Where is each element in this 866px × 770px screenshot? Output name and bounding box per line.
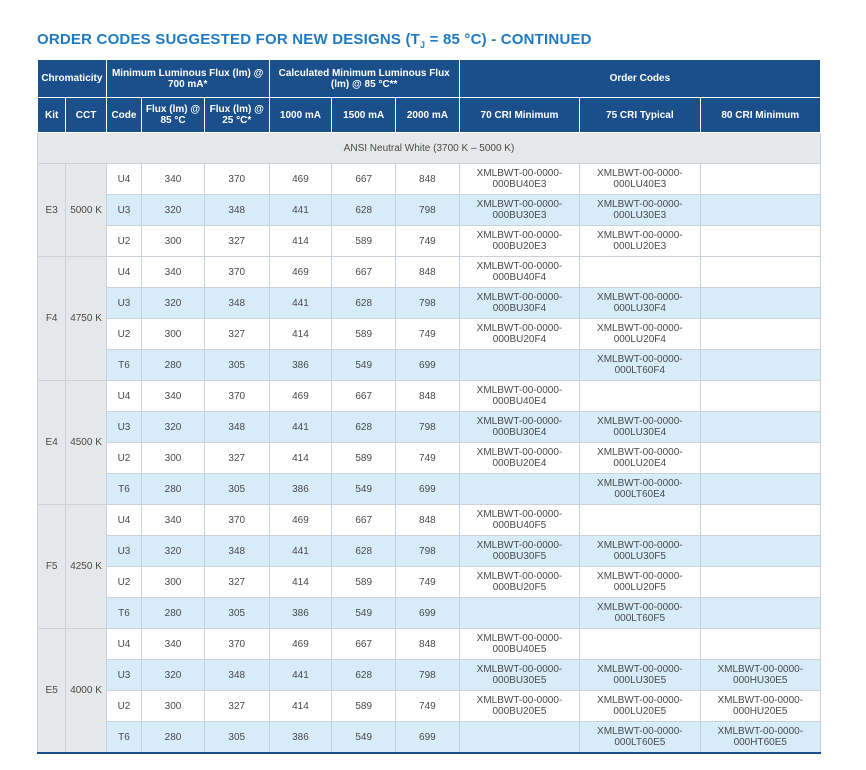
flux-25-cell: 370 [204, 164, 269, 195]
flux-85-cell: 340 [142, 164, 205, 195]
flux-25-cell: 348 [204, 412, 269, 443]
order-code-75cri-cell [580, 505, 700, 536]
flux-2000ma-cell: 699 [396, 474, 460, 505]
flux-25-cell: 370 [204, 381, 269, 412]
table-row [38, 443, 821, 474]
code-cell: U2 [106, 226, 141, 257]
code-cell: U3 [106, 288, 141, 319]
order-code-70cri-cell: XMLBWT-00-0000- 000BU20E3 [459, 226, 579, 257]
table-row [38, 164, 821, 195]
code-cell: U2 [106, 691, 141, 722]
flux-25-cell: 327 [204, 319, 269, 350]
flux-25-cell: 370 [204, 257, 269, 288]
header-cri-80: 80 CRI Minimum [700, 98, 820, 133]
flux-1000ma-cell: 414 [269, 443, 332, 474]
order-code-70cri-cell [459, 350, 579, 381]
order-code-80cri-cell [700, 164, 820, 195]
flux-2000ma-cell: 749 [396, 443, 460, 474]
table-row [38, 319, 821, 350]
order-code-80cri-cell [700, 195, 820, 226]
flux-85-cell: 300 [142, 319, 205, 350]
code-cell: T6 [106, 598, 141, 629]
table-row [38, 629, 821, 660]
table-row [38, 691, 821, 722]
header-1000ma: 1000 mA [269, 98, 332, 133]
flux-25-cell: 348 [204, 536, 269, 567]
flux-2000ma-cell: 848 [396, 164, 460, 195]
table-row [38, 226, 821, 257]
order-code-75cri-cell: XMLBWT-00-0000- 000LT60F5 [580, 598, 700, 629]
order-code-70cri-cell: XMLBWT-00-0000- 000BU40E4 [459, 381, 579, 412]
flux-2000ma-cell: 848 [396, 257, 460, 288]
flux-1000ma-cell: 441 [269, 288, 332, 319]
flux-1000ma-cell: 469 [269, 257, 332, 288]
order-code-80cri-cell [700, 629, 820, 660]
flux-25-cell: 327 [204, 443, 269, 474]
flux-1500ma-cell: 667 [332, 164, 396, 195]
flux-85-cell: 280 [142, 722, 205, 754]
header-cct: CCT [66, 98, 106, 133]
table-row [38, 660, 821, 691]
flux-25-cell: 370 [204, 505, 269, 536]
order-code-75cri-cell: XMLBWT-00-0000- 000LU30E4 [580, 412, 700, 443]
flux-1500ma-cell: 667 [332, 257, 396, 288]
header-flux-25: Flux (lm) @ 25 °C* [204, 98, 269, 133]
flux-85-cell: 280 [142, 474, 205, 505]
flux-1500ma-cell: 589 [332, 319, 396, 350]
order-code-75cri-cell: XMLBWT-00-0000- 000LU20E5 [580, 691, 700, 722]
flux-2000ma-cell: 798 [396, 195, 460, 226]
cct-cell: 4250 K [66, 505, 106, 629]
flux-1500ma-cell: 589 [332, 443, 396, 474]
flux-1000ma-cell: 469 [269, 381, 332, 412]
flux-2000ma-cell: 699 [396, 350, 460, 381]
order-code-75cri-cell: XMLBWT-00-0000- 000LT60E4 [580, 474, 700, 505]
flux-2000ma-cell: 798 [396, 288, 460, 319]
order-code-80cri-cell [700, 536, 820, 567]
code-cell: U4 [106, 257, 141, 288]
flux-1000ma-cell: 469 [269, 164, 332, 195]
cct-cell: 4750 K [66, 257, 106, 381]
flux-2000ma-cell: 798 [396, 412, 460, 443]
flux-1000ma-cell: 414 [269, 567, 332, 598]
flux-1500ma-cell: 549 [332, 350, 396, 381]
order-code-80cri-cell [700, 350, 820, 381]
order-code-75cri-cell: XMLBWT-00-0000- 000LU20E3 [580, 226, 700, 257]
table-row [38, 722, 821, 754]
title-tail: = 85 °C) - CONTINUED [425, 31, 592, 48]
flux-2000ma-cell: 749 [396, 319, 460, 350]
order-code-75cri-cell [580, 629, 700, 660]
header-order-codes: Order Codes [459, 60, 820, 98]
order-code-75cri-cell: XMLBWT-00-0000- 000LU20F5 [580, 567, 700, 598]
flux-25-cell: 348 [204, 195, 269, 226]
table-row [38, 505, 821, 536]
band-row: ANSI Neutral White (3700 K – 5000 K) [38, 133, 821, 164]
order-code-75cri-cell: XMLBWT-00-0000- 000LU30F4 [580, 288, 700, 319]
code-cell: U3 [106, 660, 141, 691]
code-cell: T6 [106, 474, 141, 505]
kit-cell: E3 [38, 164, 66, 257]
table-row [38, 195, 821, 226]
flux-85-cell: 300 [142, 567, 205, 598]
order-code-70cri-cell: XMLBWT-00-0000- 000BU30E4 [459, 412, 579, 443]
flux-1500ma-cell: 549 [332, 474, 396, 505]
code-cell: U4 [106, 629, 141, 660]
header-calc-flux: Calculated Minimum Luminous Flux (lm) @ 85 °C** [269, 60, 459, 98]
order-code-80cri-cell [700, 598, 820, 629]
flux-1500ma-cell: 667 [332, 629, 396, 660]
header-1500ma: 1500 mA [332, 98, 396, 133]
flux-85-cell: 320 [142, 536, 205, 567]
title-subscript: J [420, 40, 426, 50]
flux-1500ma-cell: 589 [332, 226, 396, 257]
flux-2000ma-cell: 699 [396, 722, 460, 754]
table-body [38, 133, 821, 754]
order-code-80cri-cell [700, 567, 820, 598]
flux-1000ma-cell: 469 [269, 629, 332, 660]
header-min-flux: Minimum Luminous Flux (lm) @ 700 mA* [106, 60, 269, 98]
flux-85-cell: 320 [142, 660, 205, 691]
order-code-70cri-cell: XMLBWT-00-0000- 000BU20F4 [459, 319, 579, 350]
order-code-80cri-cell [700, 257, 820, 288]
header-cri-70: 70 CRI Minimum [459, 98, 579, 133]
flux-2000ma-cell: 848 [396, 505, 460, 536]
code-cell: U3 [106, 195, 141, 226]
table-row [38, 536, 821, 567]
flux-25-cell: 327 [204, 226, 269, 257]
flux-2000ma-cell: 798 [396, 660, 460, 691]
table-row [38, 412, 821, 443]
flux-25-cell: 348 [204, 660, 269, 691]
code-cell: U3 [106, 536, 141, 567]
flux-85-cell: 300 [142, 226, 205, 257]
flux-1500ma-cell: 549 [332, 722, 396, 754]
order-code-80cri-cell [700, 381, 820, 412]
flux-1000ma-cell: 386 [269, 722, 332, 754]
order-code-70cri-cell: XMLBWT-00-0000- 000BU40E3 [459, 164, 579, 195]
flux-1500ma-cell: 667 [332, 505, 396, 536]
flux-85-cell: 280 [142, 350, 205, 381]
order-code-75cri-cell: XMLBWT-00-0000- 000LU30F5 [580, 536, 700, 567]
flux-25-cell: 305 [204, 474, 269, 505]
order-code-80cri-cell [700, 319, 820, 350]
flux-1500ma-cell: 589 [332, 691, 396, 722]
flux-25-cell: 305 [204, 722, 269, 754]
table-row [38, 567, 821, 598]
flux-1500ma-cell: 667 [332, 381, 396, 412]
order-code-80cri-cell: XMLBWT-00-0000- 000HT60E5 [700, 722, 820, 754]
flux-1500ma-cell: 628 [332, 288, 396, 319]
title-main: ORDER CODES SUGGESTED FOR NEW DESIGNS (T [37, 31, 421, 48]
code-cell: U2 [106, 567, 141, 598]
header-chromaticity: Chromaticity [38, 60, 107, 98]
order-code-70cri-cell: XMLBWT-00-0000- 000BU40F4 [459, 257, 579, 288]
code-cell: T6 [106, 722, 141, 754]
flux-1000ma-cell: 441 [269, 195, 332, 226]
flux-2000ma-cell: 749 [396, 226, 460, 257]
flux-2000ma-cell: 798 [396, 536, 460, 567]
code-cell: U2 [106, 319, 141, 350]
code-cell: U4 [106, 381, 141, 412]
order-code-75cri-cell: XMLBWT-00-0000- 000LU20F4 [580, 319, 700, 350]
table-row [38, 350, 821, 381]
flux-1000ma-cell: 414 [269, 691, 332, 722]
flux-1000ma-cell: 469 [269, 505, 332, 536]
order-code-75cri-cell: XMLBWT-00-0000- 000LU30E3 [580, 195, 700, 226]
flux-85-cell: 320 [142, 288, 205, 319]
flux-1000ma-cell: 414 [269, 226, 332, 257]
order-code-80cri-cell [700, 412, 820, 443]
order-code-80cri-cell [700, 226, 820, 257]
code-cell: T6 [106, 350, 141, 381]
flux-1000ma-cell: 386 [269, 474, 332, 505]
order-code-80cri-cell [700, 474, 820, 505]
table-row [38, 381, 821, 412]
order-code-75cri-cell [580, 381, 700, 412]
order-code-70cri-cell: XMLBWT-00-0000- 000BU20E5 [459, 691, 579, 722]
flux-25-cell: 327 [204, 567, 269, 598]
table-row [38, 257, 821, 288]
flux-25-cell: 327 [204, 691, 269, 722]
order-codes-table [37, 59, 821, 754]
order-code-70cri-cell [459, 474, 579, 505]
kit-cell: E5 [38, 629, 66, 754]
table-row [38, 598, 821, 629]
header-code: Code [106, 98, 141, 133]
flux-1500ma-cell: 628 [332, 660, 396, 691]
cct-cell: 5000 K [66, 164, 106, 257]
code-cell: U2 [106, 443, 141, 474]
order-code-80cri-cell [700, 443, 820, 474]
order-code-80cri-cell: XMLBWT-00-0000- 000HU20E5 [700, 691, 820, 722]
kit-cell: F4 [38, 257, 66, 381]
order-code-80cri-cell [700, 288, 820, 319]
order-code-70cri-cell [459, 722, 579, 754]
code-cell: U4 [106, 505, 141, 536]
order-code-70cri-cell: XMLBWT-00-0000- 000BU40E5 [459, 629, 579, 660]
flux-2000ma-cell: 848 [396, 629, 460, 660]
order-code-75cri-cell: XMLBWT-00-0000- 000LT60E5 [580, 722, 700, 754]
order-code-75cri-cell [580, 257, 700, 288]
flux-1000ma-cell: 386 [269, 350, 332, 381]
code-cell: U4 [106, 164, 141, 195]
flux-1000ma-cell: 441 [269, 660, 332, 691]
flux-85-cell: 340 [142, 257, 205, 288]
table-row [38, 474, 821, 505]
flux-25-cell: 348 [204, 288, 269, 319]
order-code-80cri-cell: XMLBWT-00-0000- 000HU30E5 [700, 660, 820, 691]
cct-cell: 4000 K [66, 629, 106, 754]
flux-2000ma-cell: 749 [396, 567, 460, 598]
order-code-75cri-cell: XMLBWT-00-0000- 000LU20E4 [580, 443, 700, 474]
flux-85-cell: 300 [142, 691, 205, 722]
header-2000ma: 2000 mA [396, 98, 460, 133]
order-code-70cri-cell: XMLBWT-00-0000- 000BU30F5 [459, 536, 579, 567]
flux-85-cell: 280 [142, 598, 205, 629]
order-code-80cri-cell [700, 505, 820, 536]
order-code-70cri-cell: XMLBWT-00-0000- 000BU20E4 [459, 443, 579, 474]
order-code-75cri-cell: XMLBWT-00-0000- 000LU30E5 [580, 660, 700, 691]
flux-85-cell: 340 [142, 629, 205, 660]
order-code-70cri-cell: XMLBWT-00-0000- 000BU20F5 [459, 567, 579, 598]
flux-1500ma-cell: 628 [332, 412, 396, 443]
kit-cell: E4 [38, 381, 66, 505]
flux-25-cell: 305 [204, 350, 269, 381]
flux-2000ma-cell: 749 [396, 691, 460, 722]
flux-25-cell: 370 [204, 629, 269, 660]
flux-1000ma-cell: 414 [269, 319, 332, 350]
flux-85-cell: 320 [142, 412, 205, 443]
flux-1000ma-cell: 386 [269, 598, 332, 629]
flux-85-cell: 300 [142, 443, 205, 474]
flux-85-cell: 320 [142, 195, 205, 226]
flux-2000ma-cell: 848 [396, 381, 460, 412]
flux-1000ma-cell: 441 [269, 536, 332, 567]
flux-2000ma-cell: 699 [396, 598, 460, 629]
flux-1500ma-cell: 628 [332, 195, 396, 226]
order-code-70cri-cell: XMLBWT-00-0000- 000BU30F4 [459, 288, 579, 319]
flux-85-cell: 340 [142, 381, 205, 412]
header-cri-75: 75 CRI Typical [580, 98, 700, 133]
flux-1500ma-cell: 549 [332, 598, 396, 629]
order-code-75cri-cell: XMLBWT-00-0000- 000LT60F4 [580, 350, 700, 381]
order-code-70cri-cell: XMLBWT-00-0000- 000BU30E5 [459, 660, 579, 691]
order-code-75cri-cell: XMLBWT-00-0000- 000LU40E3 [580, 164, 700, 195]
page-title [37, 31, 592, 50]
order-code-70cri-cell: XMLBWT-00-0000- 000BU30E3 [459, 195, 579, 226]
order-code-70cri-cell: XMLBWT-00-0000- 000BU40F5 [459, 505, 579, 536]
flux-1500ma-cell: 628 [332, 536, 396, 567]
flux-1000ma-cell: 441 [269, 412, 332, 443]
header-flux-85: Flux (lm) @ 85 °C [142, 98, 205, 133]
flux-85-cell: 340 [142, 505, 205, 536]
order-code-70cri-cell [459, 598, 579, 629]
flux-1500ma-cell: 589 [332, 567, 396, 598]
flux-25-cell: 305 [204, 598, 269, 629]
table-row [38, 288, 821, 319]
cct-cell: 4500 K [66, 381, 106, 505]
header-kit: Kit [38, 98, 66, 133]
kit-cell: F5 [38, 505, 66, 629]
code-cell: U3 [106, 412, 141, 443]
